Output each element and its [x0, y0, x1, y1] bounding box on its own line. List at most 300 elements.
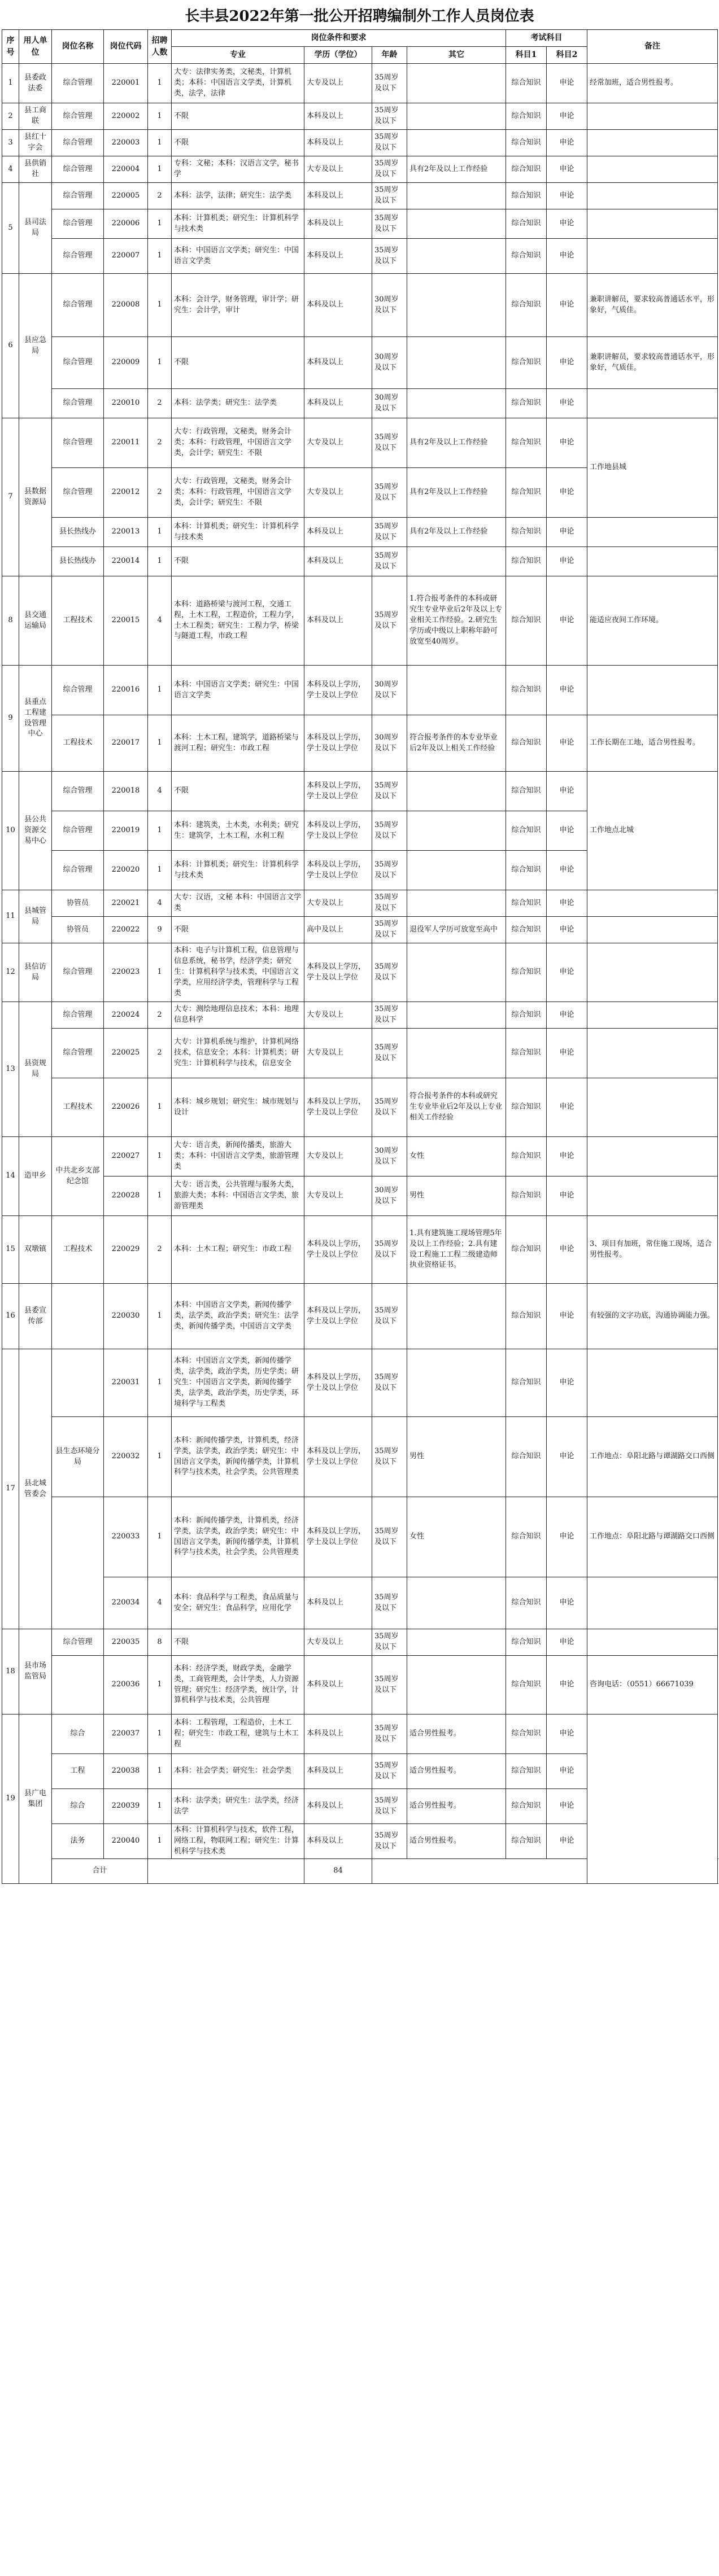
- exam2-cell: 申论: [547, 547, 587, 576]
- header-remark: 备注: [587, 30, 718, 64]
- remark-cell: 工作地县城: [587, 418, 718, 518]
- post-name-cell: 综合管理: [52, 183, 104, 209]
- other-cell: [407, 1577, 506, 1629]
- post-code-cell: 220035: [104, 1629, 148, 1656]
- exam2-cell: 申论: [547, 1715, 587, 1754]
- exam2-cell: 申论: [547, 1029, 587, 1078]
- exam2-cell: 申论: [547, 209, 587, 239]
- exam2-cell: 申论: [547, 518, 587, 547]
- edu-cell: 本科及以上学历，学士及以上学位: [304, 943, 372, 1002]
- seq-cell: 12: [2, 943, 19, 1002]
- table-row: [2, 890, 718, 917]
- remark-cell: [587, 239, 718, 274]
- table-row: [2, 1417, 718, 1497]
- exam1-cell: 综合知识: [506, 1824, 547, 1859]
- age-cell: 35周岁及以下: [372, 183, 407, 209]
- post-code-cell: 220024: [104, 1002, 148, 1029]
- major-cell: 本科：会计学，财务管理，审计学；研究生：会计学，审计: [172, 274, 304, 337]
- exam1-cell: 综合知识: [506, 1656, 547, 1715]
- exam1-cell: 综合知识: [506, 274, 547, 337]
- major-cell: 不限: [172, 103, 304, 130]
- subunit-cell: 综合: [52, 1715, 104, 1754]
- count-cell: 1: [148, 1789, 172, 1824]
- count-cell: 1: [148, 1284, 172, 1349]
- exam2-cell: 申论: [547, 1137, 587, 1177]
- edu-cell: 大专及以上: [304, 1002, 372, 1029]
- table-row: [2, 547, 718, 576]
- age-cell: 35周岁及以下: [372, 1029, 407, 1078]
- exam1-cell: 综合知识: [506, 1002, 547, 1029]
- exam2-cell: 申论: [547, 1216, 587, 1284]
- post-code-cell: 220016: [104, 666, 148, 715]
- exam1-cell: 综合知识: [506, 851, 547, 890]
- table-row: [2, 1029, 718, 1078]
- table-row: [2, 666, 718, 715]
- post-code-cell: 220032: [104, 1417, 148, 1497]
- count-cell: 1: [148, 811, 172, 851]
- exam1-cell: 综合知识: [506, 337, 547, 389]
- age-cell: 35周岁及以下: [372, 1656, 407, 1715]
- major-cell: 本科：社会学类；研究生：社会学类: [172, 1754, 304, 1789]
- post-code-cell: 220029: [104, 1216, 148, 1284]
- table-row: [2, 943, 718, 1002]
- count-cell: 1: [148, 1078, 172, 1137]
- exam1-cell: 综合知识: [506, 64, 547, 103]
- edu-cell: 本科及以上学历，学士及以上学位: [304, 1284, 372, 1349]
- document-title: 长丰县2022年第一批公开招聘编制外工作人员岗位表: [185, 8, 534, 25]
- post-name-cell: [52, 1284, 104, 1349]
- post-code-cell: 220023: [104, 943, 148, 1002]
- other-cell: [407, 547, 506, 576]
- post-code-cell: 220008: [104, 274, 148, 337]
- exam1-cell: 综合知识: [506, 239, 547, 274]
- remark-cell: [587, 917, 718, 943]
- exam2-cell: 申论: [547, 103, 587, 130]
- post-name-cell: 综合管理: [52, 851, 104, 890]
- exam1-cell: 综合知识: [506, 772, 547, 811]
- post-code-cell: 220010: [104, 389, 148, 418]
- count-cell: 1: [148, 1754, 172, 1789]
- post-code-cell: 220014: [104, 547, 148, 576]
- age-cell: 35周岁及以下: [372, 156, 407, 183]
- remark-cell: [587, 518, 718, 547]
- table-row: [2, 1577, 718, 1629]
- count-cell: 8: [148, 1629, 172, 1656]
- table-row: [2, 576, 718, 666]
- unit-cell: 县应急局: [19, 274, 52, 418]
- remark-cell: 兼职讲解员，要求较高普通话水平，形象好，气质佳。: [587, 337, 718, 389]
- exam1-cell: 综合知识: [506, 1754, 547, 1789]
- post-code-cell: 220028: [104, 1177, 148, 1216]
- major-cell: 大专：汉语，文秘 本科：中国语言文学类: [172, 890, 304, 917]
- edu-cell: 本科及以上: [304, 1577, 372, 1629]
- exam1-cell: 综合知识: [506, 1137, 547, 1177]
- count-cell: 1: [148, 103, 172, 130]
- edu-cell: 本科及以上: [304, 1656, 372, 1715]
- other-cell: 男性: [407, 1417, 506, 1497]
- post-code-cell: 220037: [104, 1715, 148, 1754]
- post-code-cell: 220020: [104, 851, 148, 890]
- table-row: [2, 274, 718, 337]
- unit-cell: 县市场监管局: [19, 1629, 52, 1715]
- exam2-cell: 申论: [547, 1824, 587, 1859]
- exam1-cell: 综合知识: [506, 130, 547, 156]
- total-row: [2, 1859, 718, 1884]
- remark-cell: [587, 1029, 718, 1078]
- remark-cell: 兼职讲解员，要求较高普通话水平，形象好，气质佳。: [587, 274, 718, 337]
- exam2-cell: 申论: [547, 468, 587, 518]
- count-cell: 4: [148, 890, 172, 917]
- post-name-cell: 综合管理: [52, 274, 104, 337]
- header-other: 其它: [407, 47, 506, 64]
- major-cell: 本科：法学，法律；研究生：法学类: [172, 183, 304, 209]
- post-name-cell: 综合管理: [52, 209, 104, 239]
- edu-cell: 本科及以上: [304, 518, 372, 547]
- other-cell: [407, 1284, 506, 1349]
- exam1-cell: 综合知识: [506, 1629, 547, 1656]
- exam2-cell: 申论: [547, 1002, 587, 1029]
- major-cell: 本科：道路桥梁与渡河工程，交通工程，土木工程，工程造价，工程力学，土木工程类；研究生：工程力学，桥梁与隧道工程，市政工程: [172, 576, 304, 666]
- count-cell: 1: [148, 130, 172, 156]
- age-cell: 30周岁及以下: [372, 274, 407, 337]
- major-cell: 大专：语言类，新闻传播类，旅游大类；本科：中国语言文学类，旅游管理类: [172, 1137, 304, 1177]
- remark-cell: [587, 1137, 718, 1177]
- table-row: [2, 1216, 718, 1284]
- other-cell: [407, 943, 506, 1002]
- exam2-cell: 申论: [547, 772, 587, 811]
- exam1-cell: 综合知识: [506, 1078, 547, 1137]
- seq-cell: 14: [2, 1137, 19, 1216]
- age-cell: 35周岁及以下: [372, 576, 407, 666]
- post-name-cell: 综合管理: [52, 1629, 104, 1656]
- exam2-cell: 申论: [547, 576, 587, 666]
- remark-cell: [587, 130, 718, 156]
- remark-cell: [587, 943, 718, 1002]
- major-cell: 不限: [172, 547, 304, 576]
- unit-cell: 双墩镇: [19, 1216, 52, 1284]
- count-cell: 1: [148, 715, 172, 772]
- header-seq: 序号: [2, 30, 19, 64]
- edu-cell: 本科及以上学历，学士及以上学位: [304, 1216, 372, 1284]
- edu-cell: 大专及以上: [304, 156, 372, 183]
- exam2-cell: 申论: [547, 64, 587, 103]
- major-cell: 本科：计算机类；研究生：计算机科学与技术类: [172, 518, 304, 547]
- other-cell: [407, 239, 506, 274]
- post-name-cell: 综合管理: [52, 337, 104, 389]
- exam1-cell: 综合知识: [506, 1216, 547, 1284]
- edu-cell: 大专及以上: [304, 890, 372, 917]
- major-cell: 大专：法律实务类，文秘类，计算机类；本科：中国语言文学类，计算机类，法学，法律: [172, 64, 304, 103]
- major-cell: 本科：土木工程；研究生：市政工程: [172, 1216, 304, 1284]
- unit-cell: 县司法局: [19, 183, 52, 274]
- count-cell: 1: [148, 1417, 172, 1497]
- total-count: 84: [304, 1859, 372, 1884]
- count-cell: 2: [148, 418, 172, 468]
- exam2-cell: 申论: [547, 1577, 587, 1629]
- seq-cell: 19: [2, 1715, 19, 1884]
- post-code-cell: 220036: [104, 1656, 148, 1715]
- header-age: 年龄: [372, 47, 407, 64]
- major-cell: 本科：计算机类；研究生：计算机科学与技术类: [172, 209, 304, 239]
- table-row: [2, 130, 718, 156]
- header-post-name: 岗位名称: [52, 30, 104, 64]
- post-name-cell: 综合管理: [52, 943, 104, 1002]
- other-cell: [407, 130, 506, 156]
- subunit-cell: 县生态环境分局: [52, 1417, 104, 1497]
- age-cell: 35周岁及以下: [372, 1002, 407, 1029]
- total-blank: [372, 1859, 718, 1884]
- table-row: [2, 715, 718, 772]
- major-cell: 本科：土木工程，建筑学，道路桥梁与渡河工程；研究生：市政工程: [172, 715, 304, 772]
- table-row: [2, 1002, 718, 1029]
- edu-cell: 大专及以上: [304, 64, 372, 103]
- post-code-cell: 220021: [104, 890, 148, 917]
- other-cell: 适合男性报考。: [407, 1789, 506, 1824]
- remark-cell: 工作地点北城: [587, 772, 718, 890]
- exam2-cell: 申论: [547, 715, 587, 772]
- exam1-cell: 综合知识: [506, 1177, 547, 1216]
- exam2-cell: 申论: [547, 389, 587, 418]
- count-cell: 2: [148, 183, 172, 209]
- edu-cell: 本科及以上: [304, 547, 372, 576]
- seq-cell: 13: [2, 1002, 19, 1137]
- age-cell: 30周岁及以下: [372, 1137, 407, 1177]
- table-row: [2, 1656, 718, 1715]
- seq-cell: 2: [2, 103, 19, 130]
- age-cell: 35周岁及以下: [372, 209, 407, 239]
- major-cell: 大专：计算机系统与维护，计算机网络技术，信息安全；本科：计算机类；研究生：计算机科学与技术，信息安全: [172, 1029, 304, 1078]
- other-cell: [407, 1029, 506, 1078]
- exam1-cell: 综合知识: [506, 890, 547, 917]
- remark-cell: [587, 666, 718, 715]
- other-cell: 退役军人学历可放宽至高中: [407, 917, 506, 943]
- exam1-cell: 综合知识: [506, 1789, 547, 1824]
- post-name-cell: 协管员: [52, 890, 104, 917]
- post-code-cell: 220007: [104, 239, 148, 274]
- table-row: [2, 183, 718, 209]
- table-row: [2, 917, 718, 943]
- post-name-cell: 综合管理: [52, 666, 104, 715]
- other-cell: [407, 274, 506, 337]
- remark-cell: 经常加班，适合男性报考。: [587, 64, 718, 103]
- seq-cell: 18: [2, 1629, 19, 1715]
- exam1-cell: 综合知识: [506, 1284, 547, 1349]
- count-cell: 4: [148, 1577, 172, 1629]
- count-cell: 2: [148, 468, 172, 518]
- post-code-cell: 220038: [104, 1754, 148, 1789]
- remark-cell: [587, 1349, 718, 1417]
- major-cell: 本科：工程管理，工程造价，土木工程；研究生：市政工程，建筑与土木工程: [172, 1715, 304, 1754]
- unit-cell: 县城管局: [19, 890, 52, 943]
- table-row: [2, 1137, 718, 1177]
- unit-cell: 县广电集团: [19, 1715, 52, 1884]
- post-name-cell: 综合管理: [52, 389, 104, 418]
- major-cell: 本科：新闻传播学类，计算机类，经济学类，法学类，政治学类；研究生：中国语言文学类，新闻传播学类，计算机科学与技术类，社会学类，公共管理类: [172, 1417, 304, 1497]
- table-row: [2, 1177, 718, 1216]
- seq-cell: 5: [2, 183, 19, 274]
- unit-cell: 县数据资源局: [19, 418, 52, 576]
- post-name-cell: 综合管理: [52, 103, 104, 130]
- exam1-cell: 综合知识: [506, 1497, 547, 1577]
- exam2-cell: 申论: [547, 917, 587, 943]
- remark-cell: 有较强的文字功底，沟通协调能力强。: [587, 1284, 718, 1349]
- count-cell: 1: [148, 156, 172, 183]
- age-cell: 35周岁及以下: [372, 64, 407, 103]
- edu-cell: 本科及以上学历，学士及以上学位: [304, 1078, 372, 1137]
- other-cell: [407, 183, 506, 209]
- seq-cell: 4: [2, 156, 19, 183]
- exam2-cell: 申论: [547, 1177, 587, 1216]
- edu-cell: 本科及以上: [304, 389, 372, 418]
- post-code-cell: 220004: [104, 156, 148, 183]
- edu-cell: 本科及以上: [304, 130, 372, 156]
- post-name-cell: 县长热线办: [52, 518, 104, 547]
- exam1-cell: 综合知识: [506, 1029, 547, 1078]
- header-exam2: 科目2: [547, 47, 587, 64]
- table-row: [2, 209, 718, 239]
- major-cell: 本科：中国语言文学类，新闻传播学类，法学类，政治学类，历史学类；研究生：中国语言文学类，新闻传播学类，法学类，政治学类，历史学类，环境科学与工程类: [172, 1349, 304, 1417]
- post-name-cell: 综合管理: [52, 239, 104, 274]
- count-cell: 2: [148, 1216, 172, 1284]
- seq-cell: 1: [2, 64, 19, 103]
- header-exam: 考试科目: [506, 30, 587, 47]
- remark-cell: [587, 156, 718, 183]
- exam2-cell: 申论: [547, 811, 587, 851]
- post-name-cell: 综合管理: [52, 468, 104, 518]
- exam1-cell: 综合知识: [506, 666, 547, 715]
- remark-cell: [587, 1078, 718, 1137]
- other-cell: 具有2年及以上工作经验: [407, 468, 506, 518]
- other-cell: [407, 389, 506, 418]
- age-cell: 35周岁及以下: [372, 1497, 407, 1577]
- major-cell: 不限: [172, 772, 304, 811]
- edu-cell: 大专及以上: [304, 418, 372, 468]
- age-cell: 35周岁及以下: [372, 1824, 407, 1859]
- age-cell: 30周岁及以下: [372, 666, 407, 715]
- other-cell: [407, 666, 506, 715]
- post-code-cell: 220009: [104, 337, 148, 389]
- table-row: [2, 239, 718, 274]
- major-cell: 专科：文秘；本科：汉语言文学，秘书学: [172, 156, 304, 183]
- exam1-cell: 综合知识: [506, 576, 547, 666]
- post-name-cell: 工程技术: [52, 1216, 104, 1284]
- unit-cell: 县资规局: [19, 1002, 52, 1137]
- exam1-cell: 综合知识: [506, 103, 547, 130]
- other-cell: 适合男性报考。: [407, 1754, 506, 1789]
- major-cell: 本科：城乡规划；研究生：城市规划与设计: [172, 1078, 304, 1137]
- post-code-cell: 220002: [104, 103, 148, 130]
- age-cell: 35周岁及以下: [372, 772, 407, 811]
- seq-cell: 11: [2, 890, 19, 943]
- count-cell: 2: [148, 389, 172, 418]
- exam2-cell: 申论: [547, 183, 587, 209]
- exam1-cell: 综合知识: [506, 156, 547, 183]
- other-cell: [407, 890, 506, 917]
- post-code-cell: 220017: [104, 715, 148, 772]
- subunit-cell: 中共北乡支部纪念馆: [52, 1137, 104, 1216]
- post-name-cell: 综合管理: [52, 156, 104, 183]
- age-cell: 30周岁及以下: [372, 389, 407, 418]
- remark-cell: [587, 389, 718, 418]
- major-cell: 本科：新闻传播学类，计算机类，经济学类，法学类，政治学类；研究生：中国语言文学类，新闻传播学类，计算机科学与技术类，社会学类，公共管理类: [172, 1497, 304, 1577]
- post-name-cell: [52, 1349, 104, 1417]
- count-cell: 1: [148, 547, 172, 576]
- exam1-cell: 综合知识: [506, 209, 547, 239]
- major-cell: 本科：法学类；研究生：法学类，经济法学: [172, 1789, 304, 1824]
- age-cell: 35周岁及以下: [372, 130, 407, 156]
- edu-cell: 本科及以上: [304, 576, 372, 666]
- seq-cell: 15: [2, 1216, 19, 1284]
- major-cell: 大专：测绘地理信息技术；本科：地理信息科学: [172, 1002, 304, 1029]
- exam1-cell: 综合知识: [506, 917, 547, 943]
- exam1-cell: 综合知识: [506, 418, 547, 468]
- exam2-cell: 申论: [547, 156, 587, 183]
- remark-cell: [587, 1629, 718, 1656]
- other-cell: [407, 337, 506, 389]
- major-cell: 本科：中国语言文学类；研究生：中国语言文学类: [172, 239, 304, 274]
- exam2-cell: 申论: [547, 1656, 587, 1715]
- remark-cell: 咨询电话：（0551）66671039: [587, 1656, 718, 1715]
- exam2-cell: 申论: [547, 943, 587, 1002]
- header-major: 专业: [172, 47, 304, 64]
- subunit-cell: 工程: [52, 1754, 104, 1789]
- seq-cell: 7: [2, 418, 19, 576]
- post-code-cell: 220033: [104, 1497, 148, 1577]
- age-cell: 35周岁及以下: [372, 917, 407, 943]
- other-cell: [407, 1349, 506, 1417]
- age-cell: 35周岁及以下: [372, 943, 407, 1002]
- post-name-cell: 综合管理: [52, 130, 104, 156]
- exam1-cell: 综合知识: [506, 518, 547, 547]
- post-name-cell: 综合管理: [52, 1029, 104, 1078]
- seq-cell: 16: [2, 1284, 19, 1349]
- other-cell: 1.符合报考条件的本科或研究生专业毕业后2年及以上专业相关工作经验。2.研究生学历或中级以上职称年龄可放宽至40周岁。: [407, 576, 506, 666]
- other-cell: [407, 103, 506, 130]
- seq-cell: 17: [2, 1349, 19, 1629]
- edu-cell: 大专及以上: [304, 1029, 372, 1078]
- post-code-cell: 220001: [104, 64, 148, 103]
- exam2-cell: 申论: [547, 337, 587, 389]
- count-cell: 1: [148, 851, 172, 890]
- exam1-cell: 综合知识: [506, 1577, 547, 1629]
- major-cell: 不限: [172, 917, 304, 943]
- age-cell: 35周岁及以下: [372, 1216, 407, 1284]
- post-code-cell: 220027: [104, 1137, 148, 1177]
- age-cell: 35周岁及以下: [372, 1789, 407, 1824]
- major-cell: 不限: [172, 130, 304, 156]
- edu-cell: 本科及以上学历，学士及以上学位: [304, 715, 372, 772]
- seq-cell: 9: [2, 666, 19, 772]
- exam1-cell: 综合知识: [506, 1417, 547, 1497]
- table-row: [2, 103, 718, 130]
- post-code-cell: 220012: [104, 468, 148, 518]
- unit-cell: 县信访局: [19, 943, 52, 1002]
- major-cell: 本科：法学类；研究生：法学类: [172, 389, 304, 418]
- count-cell: 1: [148, 1497, 172, 1577]
- age-cell: 30周岁及以下: [372, 715, 407, 772]
- edu-cell: 本科及以上: [304, 1754, 372, 1789]
- age-cell: 35周岁及以下: [372, 811, 407, 851]
- post-code-cell: 220019: [104, 811, 148, 851]
- other-cell: [407, 811, 506, 851]
- other-cell: 男性: [407, 1177, 506, 1216]
- post-name-cell: 县长热线办: [52, 547, 104, 576]
- other-cell: 符合报考条件的本科或研究生专业毕业后2年及以上专业相关工作经验: [407, 1078, 506, 1137]
- header-exam1: 科目1: [506, 47, 547, 64]
- post-code-cell: 220013: [104, 518, 148, 547]
- exam1-cell: 综合知识: [506, 943, 547, 1002]
- age-cell: 35周岁及以下: [372, 1577, 407, 1629]
